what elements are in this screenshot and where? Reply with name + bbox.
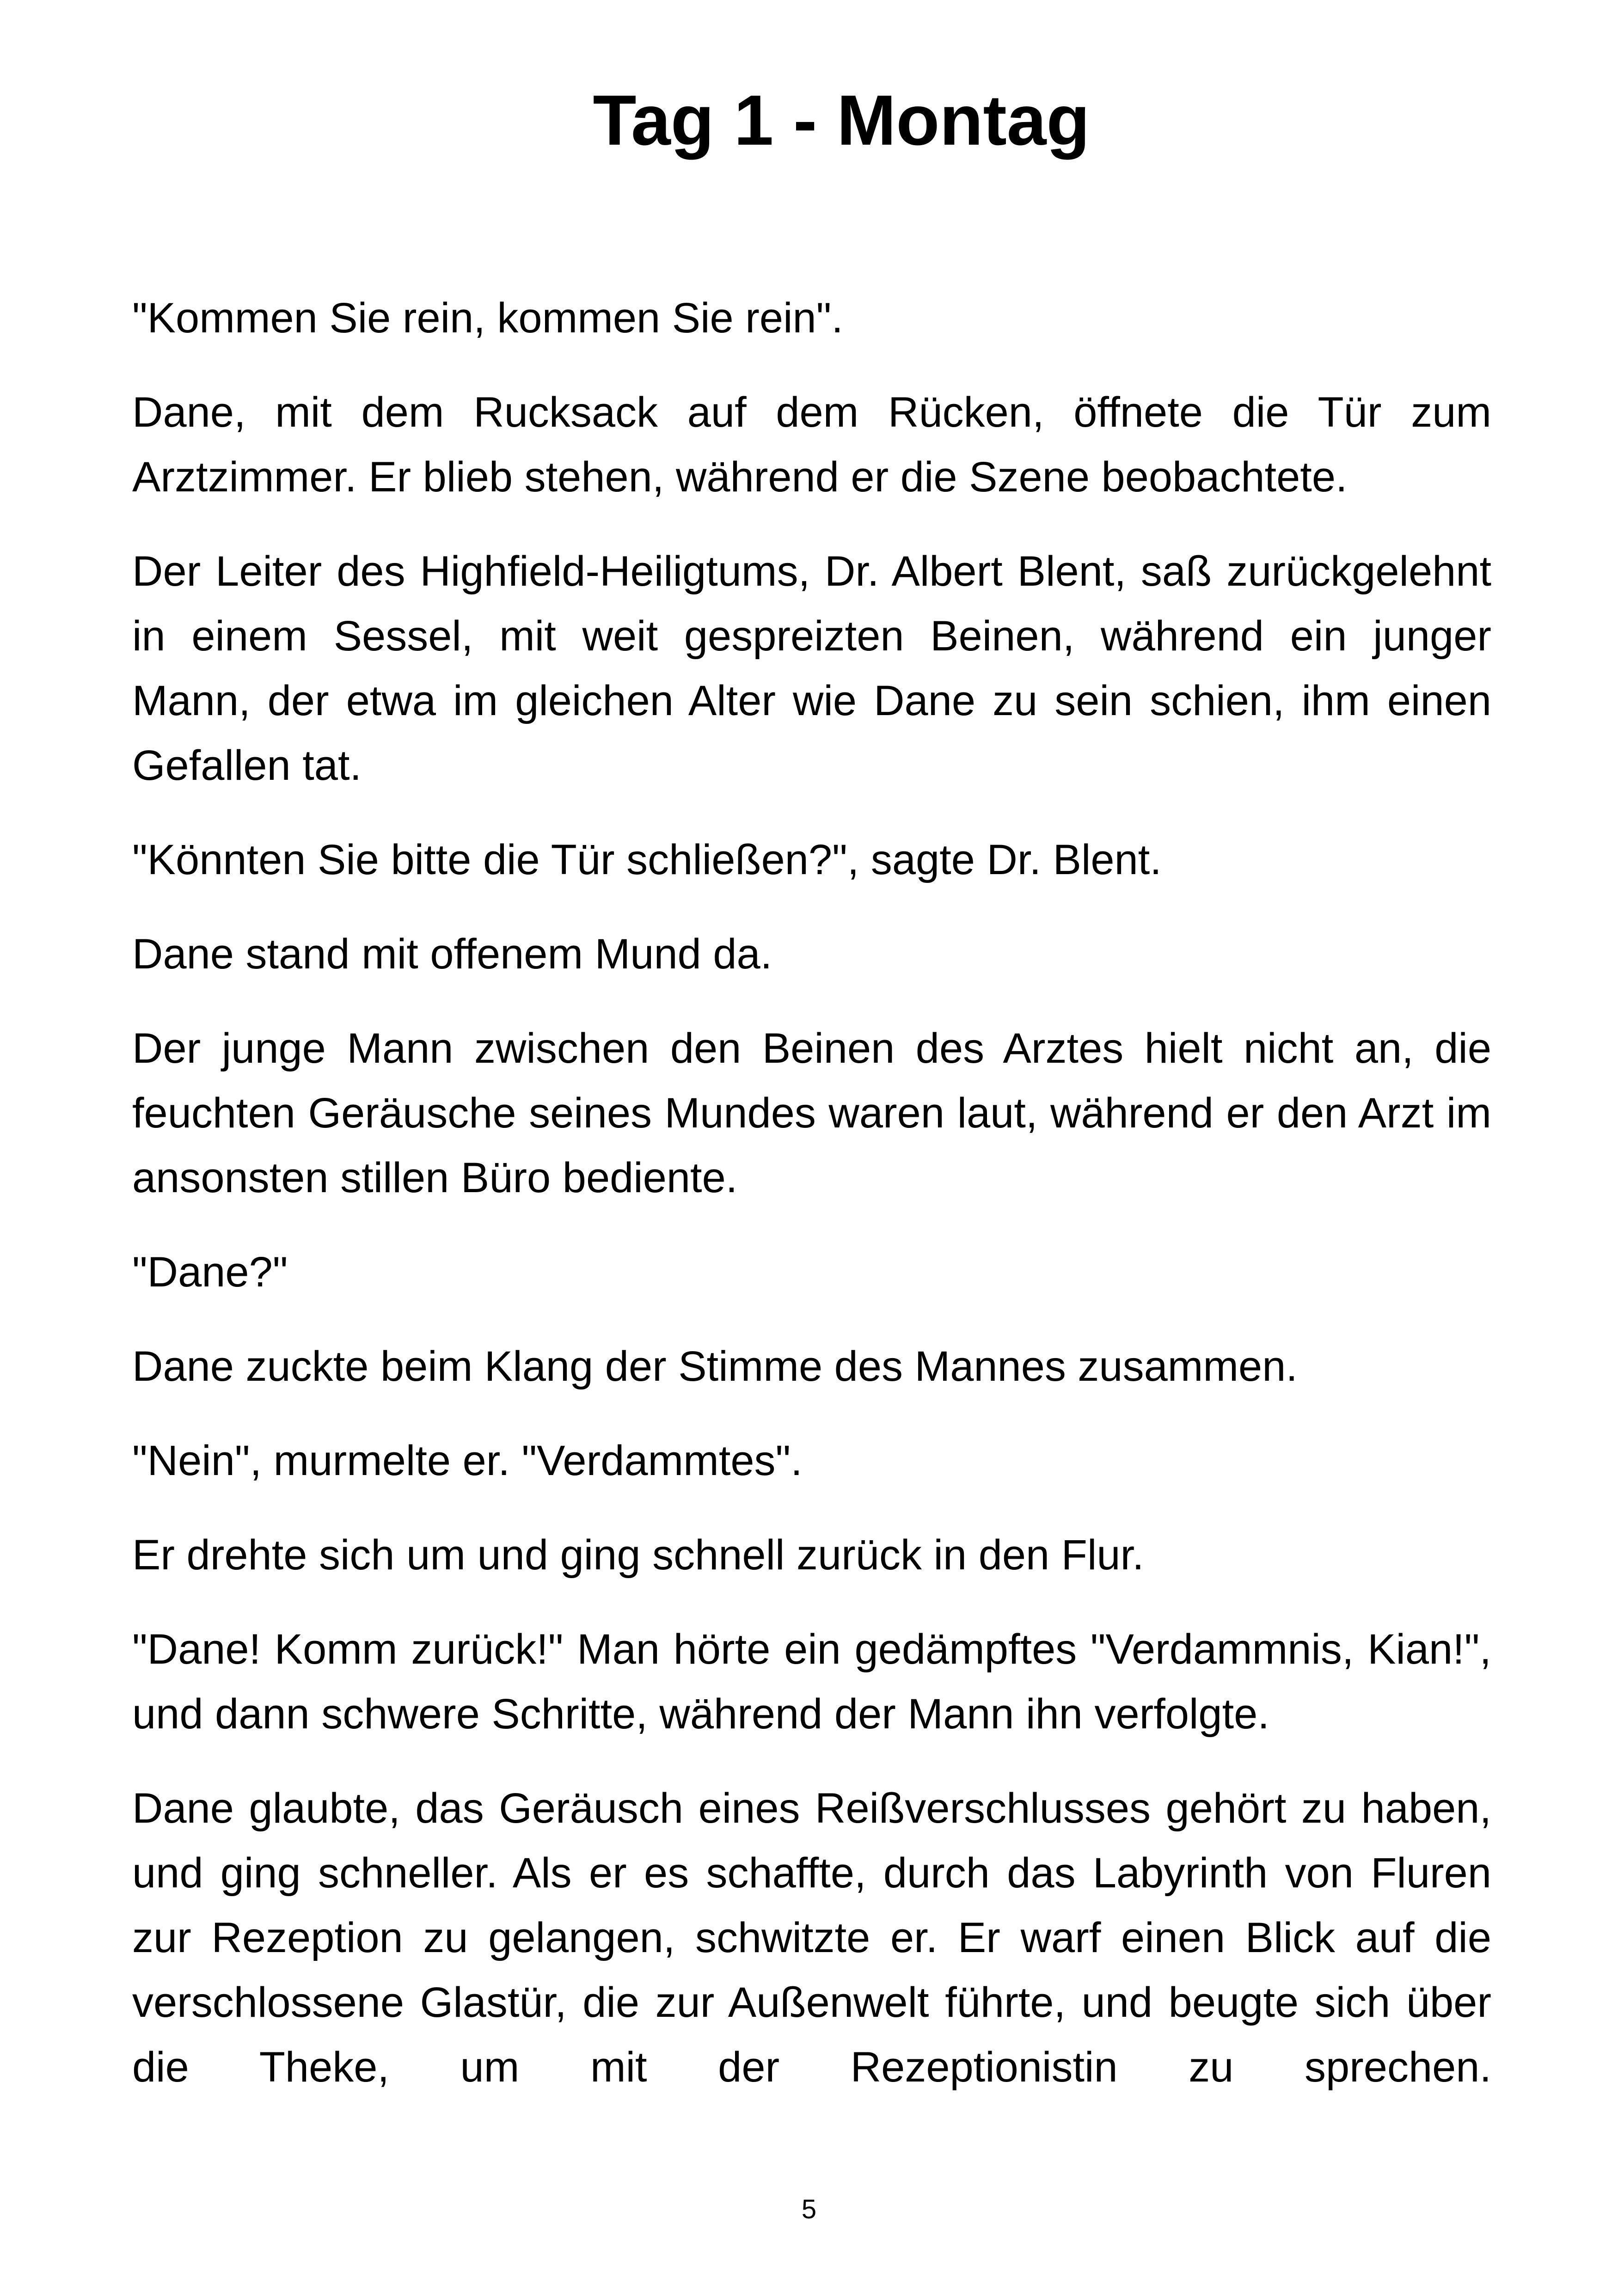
paragraph: Der junge Mann zwischen den Beinen des Arztes hielt nicht an, die feuchten Geräusche seines Mundes waren laut, während er den Arzt im ansonsten stillen Büro bediente.	[132, 1025, 1491, 1201]
paragraph: "Dane?"	[132, 1249, 288, 1296]
paragraph: "Kommen Sie rein, kommen Sie rein".	[132, 294, 843, 342]
paragraph: Dane zuckte beim Klang der Stimme des Mannes zusammen.	[132, 1343, 1298, 1390]
paragraph: Dane stand mit offenem Mund da.	[132, 931, 772, 978]
paragraph: Dane, mit dem Rucksack auf dem Rücken, öffnete die Tür zum Arztzimmer. Er blieb stehen, während er die Szene beobachtete.	[132, 389, 1491, 501]
paragraph: Dane glaubte, das Geräusch eines Reißverschlusses gehört zu haben, und ging schneller. Als er es schaffte, durch das Labyrinth von Fluren zur Rezeption zu gelangen, schwitzte er. Er warf einen Blick auf die verschlossene Glastür, die zur Außenwelt führte, und beugte sich über die Theke, um mit der Rezeptionistin zu sprechen.	[132, 1785, 1491, 2091]
paragraph: "Könnten Sie bitte die Tür schließen?", sagte Dr. Blent.	[132, 836, 1162, 883]
page-number: 5	[801, 2194, 817, 2224]
paragraph: Er drehte sich um und ging schnell zurück in den Flur.	[132, 1531, 1144, 1579]
paragraph: "Nein", murmelte er. "Verdammtes".	[132, 1437, 803, 1484]
chapter-body	[132, 286, 1491, 2129]
paragraph: Der Leiter des Highfield-Heiligtums, Dr. Albert Blent, saß zurückgelehnt in einem Sessel, mit weit gespreizten Beinen, während ein junger Mann, der etwa im gleichen Alter wie Dane zu sein schien, ihm einen Gefallen tat.	[132, 548, 1491, 789]
chapter-heading: Tag 1 - Montag	[593, 80, 1090, 160]
paragraph: "Dane! Komm zurück!" Man hörte ein gedämpftes "Verdammnis, Kian!", und dann schwere Schritte, während der Mann ihn verfolgte.	[132, 1626, 1491, 1738]
